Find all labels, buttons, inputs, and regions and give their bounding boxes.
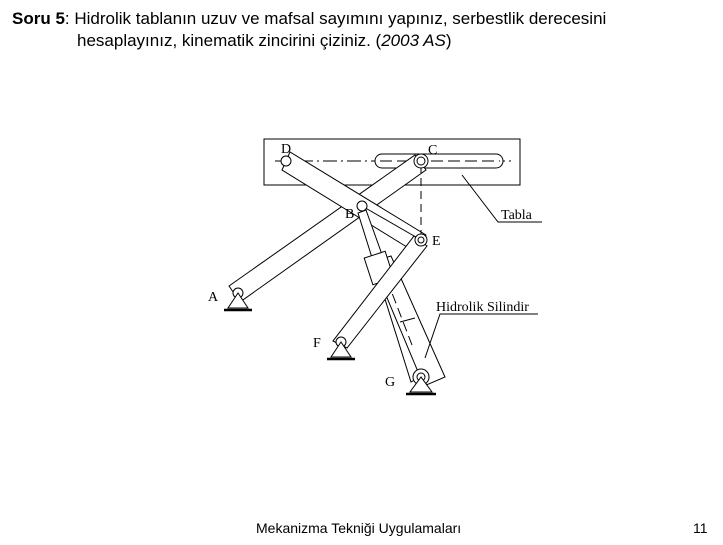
- page-number: 11: [693, 520, 708, 536]
- label-d: D: [281, 142, 292, 157]
- callout-cylinder: Hidrolik Silindir: [436, 300, 529, 315]
- question-line1: Hidrolik tablanın uzuv ve mafsal sayımını yapınız, serbestlik derecesini: [74, 9, 607, 28]
- question-close-paren: ): [445, 31, 452, 50]
- footer-title: Mekanizma Tekniği Uygulamaları: [256, 520, 462, 536]
- label-c: C: [428, 143, 438, 158]
- callout-table: Tabla: [501, 208, 532, 223]
- joint-e: [415, 234, 427, 246]
- joint-c: [414, 154, 428, 168]
- label-a: A: [208, 290, 219, 305]
- question-label: Soru 5: [12, 9, 65, 28]
- joint-b: [357, 201, 367, 211]
- question-separator: :: [64, 9, 75, 28]
- joint-d: [281, 156, 291, 166]
- label-e: E: [432, 234, 441, 249]
- ground-f: [327, 342, 355, 359]
- question-source: 2003 AS: [381, 31, 446, 50]
- leader-cylinder: [425, 314, 538, 358]
- label-b: B: [345, 207, 355, 222]
- question-line2: hesaplayınız, kinematik zincirini çiziniz. (: [77, 31, 382, 50]
- label-g: G: [385, 375, 396, 390]
- label-f: F: [313, 336, 321, 351]
